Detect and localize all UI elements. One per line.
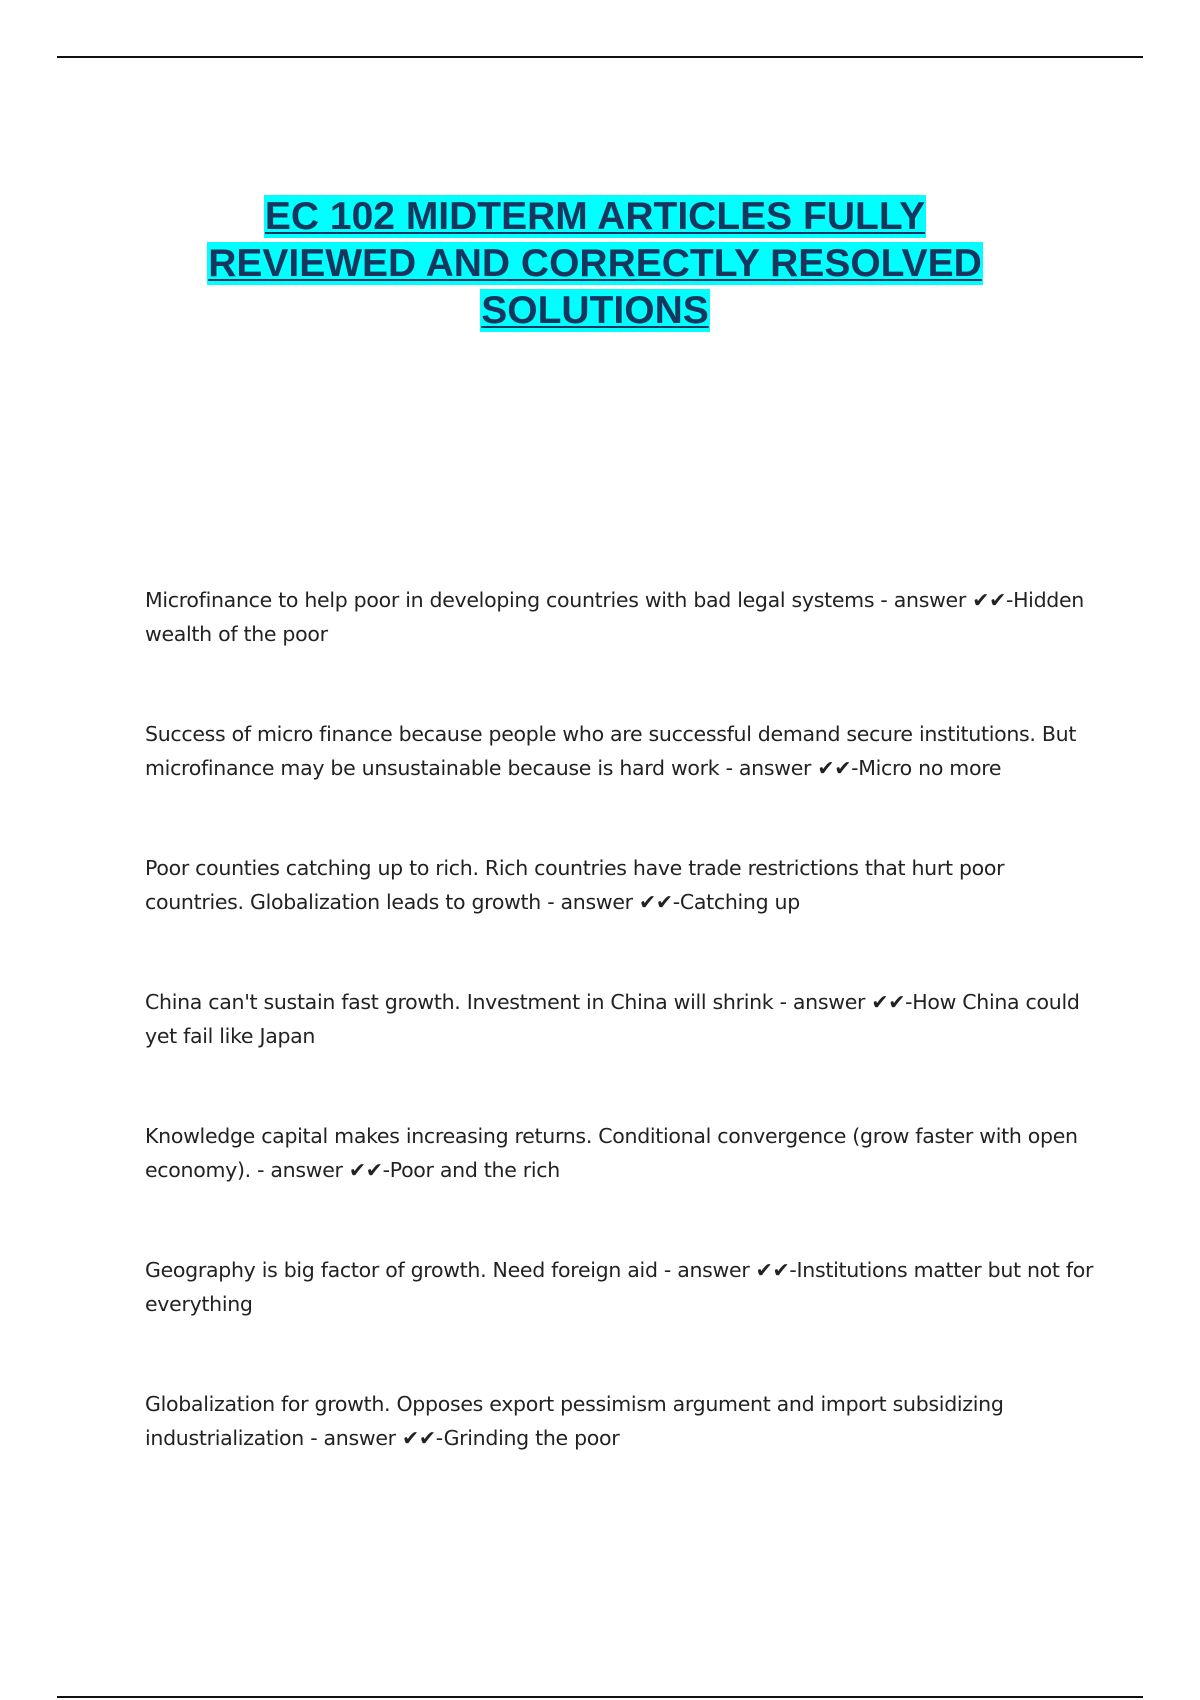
qa-question: Success of micro finance because people who are successful demand secure institutions. But microfinance may be unsustainable because is hard work	[145, 722, 1077, 780]
qa-item	[145, 1253, 1095, 1321]
title-line-3: SOLUTIONS	[481, 289, 709, 332]
qa-question: Geography is big factor of growth. Need foreign aid	[145, 1258, 658, 1282]
document-title	[130, 193, 1060, 334]
qa-item	[145, 583, 1095, 651]
qa-list	[145, 583, 1095, 1521]
qa-separator: - answer ✔✔-	[541, 890, 680, 914]
qa-separator: - answer ✔✔-	[657, 1258, 797, 1282]
qa-separator: - answer ✔✔-	[303, 1426, 444, 1450]
qa-question: Microfinance to help poor in developing countries with bad legal systems	[145, 588, 875, 612]
qa-item	[145, 717, 1095, 785]
qa-separator: - answer ✔✔-	[874, 588, 1014, 612]
qa-answer: Catching up	[679, 890, 800, 914]
qa-answer: Hidden wealth of the poor	[145, 588, 1085, 646]
qa-separator: - answer ✔✔-	[773, 990, 913, 1014]
qa-answer: Poor and the rich	[389, 1158, 560, 1182]
qa-item	[145, 985, 1095, 1053]
qa-separator: - answer ✔✔-	[719, 756, 859, 780]
qa-item	[145, 1387, 1095, 1455]
qa-separator: - answer ✔✔-	[250, 1158, 390, 1182]
qa-answer: Micro no more	[858, 756, 1002, 780]
qa-question: China can't sustain fast growth. Investment in China will shrink	[145, 990, 774, 1014]
header-rule	[57, 56, 1143, 58]
qa-answer: Institutions matter but not for everything	[145, 1258, 1094, 1316]
footer-rule	[57, 1696, 1143, 1698]
qa-answer: Grinding the poor	[443, 1426, 620, 1450]
qa-answer: How China could yet fail like Japan	[145, 990, 1080, 1048]
qa-question: Poor counties catching up to rich. Rich countries have trade restrictions that hurt poor countries. Globalization leads to growth	[145, 856, 1005, 914]
qa-item	[145, 1119, 1095, 1187]
title-line-2: REVIEWED AND CORRECTLY RESOLVED	[208, 242, 982, 285]
qa-question: Knowledge capital makes increasing returns. Conditional convergence (grow faster with open economy).	[145, 1124, 1078, 1182]
qa-item	[145, 851, 1095, 919]
qa-question: Globalization for growth. Opposes export pessimism argument and import subsidizing industrialization	[145, 1392, 1004, 1450]
title-line-1: EC 102 MIDTERM ARTICLES FULLY	[264, 195, 926, 238]
